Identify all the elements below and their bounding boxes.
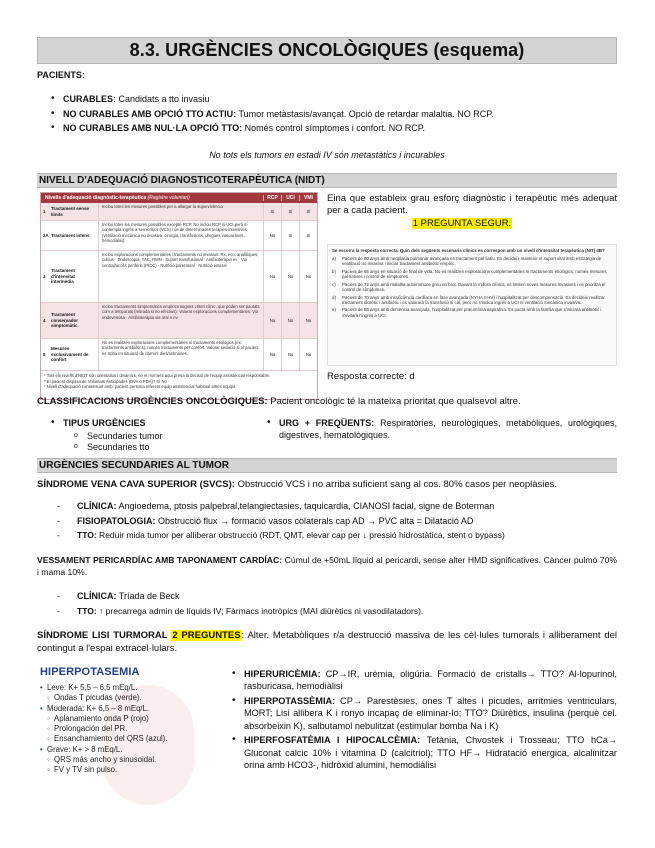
list-item: - FISIOPATOLOGIA: Obstrucció flux → formació vasos colaterals cap AD → PVC alta = Dilatació AD <box>37 516 617 528</box>
question-box <box>327 244 617 366</box>
svcs-list <box>37 501 617 544</box>
secundaries-heading: URGÈNCIES SECUNDARIES AL TUMOR <box>37 458 617 473</box>
table-row: 3 Tractament d'intensitat intermèdia Inclou exploracions complementàries i tractaments no invasius: Rx, eco, analítiques, cultius · Endoscòpia, TAC, RMN · Suport transfusional · Antibioteràpia ev · Via central/accés perifèric (PICC) · Nutrició parenteral · Nutrició enteral No No No <box>41 251 317 303</box>
table-row: 1 Tractament sense límits Inclou totes les mesures possibles per a allargar la supervivència Sí Sí Sí <box>41 203 317 221</box>
table-row: 4 Tractament conservador simptomàtic Inclou tractaments simptomàtics empírics segons criteri clínic, que poden ser pautats com a temporals (retirada si no efectius). Valorar exploracions complementàries: Via endovenosa · Antibioteràpia via oral o ev No No No <box>41 303 317 339</box>
list-item: • TIPUS URGÈNCIES o Secundaries tumor o Secundaries tto <box>37 418 247 454</box>
lisi-title: SÍNDROME LISI TURMORAL 2 PREGUNTES: Alter. Metabòliques r/a destrucció massiva de les cèl·lules tumorals i alliberament del contingut a l'espai extracel·lulars. <box>37 630 618 655</box>
nidt-badge: 1 PREGUNTA SEGUR. <box>412 218 512 229</box>
question-option: d) Pacient de 70 anys amb insuficiència cardíaca en fase avançada (NYHA III-IV) i hospitalitzat per descompensació. Es decideix realitzar tractament diürètic i antibiòtic i es valorarà la transfusió si cal, però no s'indica ingrés a UCI ni ventilació mecànica invasiva. <box>332 294 605 306</box>
tipus-urgencies <box>37 418 247 457</box>
nidt-table-header: Nivells d'adequació diagnòstic-terapèutica (Registre voluntari) RCP UCI VMI <box>41 193 317 203</box>
nidt-table <box>40 192 318 400</box>
list-item: - TTO: ↑ precarrega admin de líquids IV; Fàrmacs inotròpics (MAI diürètics ni vasodilatadors). <box>37 606 617 617</box>
page-title: 8.3. URGÈNCIES ONCOLÒGIQUES (esquema) <box>129 39 525 60</box>
question-stem: Se escorra la resposta correcta. Quin dels següents escenaris clínics es correspon amb un nivell d'intensitat terapèutica (NIT) 4B? <box>332 248 605 253</box>
lisi-right-list <box>218 668 617 774</box>
question-option: a) Pacient de 60 anys amb neoplàsia pulmonar avançada en tractament pal·liatiu. Es decideix mantenir el suport vital amb estratègia de ventilació no invasiva i iniciar tractament antibiòtic empíric. <box>332 255 602 267</box>
nidt-answer: Resposta correcte: d <box>327 371 415 382</box>
lisi-badge: 2 PREGUNTES <box>172 630 241 641</box>
pericardi-title: VESSAMENT PERICARDÍAC AMB TAPONAMENT CARDÍAC: Cúmul de +50mL líquid al pericardi, sense alter HMD significatives. Càncer pulmó 70% i mama 10%. <box>37 555 618 578</box>
question-option: b) Pacient de 65 anys en situació de final de vida. No es realitzen exploracions complementàries ni tractaments etiològics, només mesures pal·liatives i control de símptomes. <box>332 268 607 280</box>
list-item: • NO CURABLES AMB NUL·LA OPCIÓ TTO: Només control símptomes i confort. NO RCP. <box>37 123 617 135</box>
nidt-heading: NIVELL D'ADEQUACIÓ DIAGNOSTICOTERAPÈUTICA (NIDT) <box>37 173 617 188</box>
title-bar <box>37 37 617 64</box>
list-item: • NO CURABLES AMB OPCIÓ TTO ACTIU: Tumor metàstasis/avançat. Opció de retardar malaltia. NO RCP. <box>37 109 617 121</box>
hiperpotasemia-image: HIPERPOTASEMIA • Leve: K+ 5,5 – 6,5 mEq/L. ◦ Ondas T picudas (verde). • Moderada: K+ 6,5 – 8 mEq/L. ◦ Aplanamiento onda P (rojo) ◦ Prolongación del PR. ◦ Ensanchamiento del QRS (azul). • Grave: K+ > 8 mEq/L. ◦ QRS más ancho y sinusoidal. ◦ FV y TV sin pulso. <box>40 665 218 823</box>
pacients-list <box>37 94 617 138</box>
table-row: 5 Mesures exclusivament de confort No es realitzen exploracions complementàries ni tractaments etiològics (ex: tractaments antibiòtics), només tractaments per confort. Valorar sedació si el pacient es troba en situació de darrers dies/setmanes. No No No <box>41 339 317 371</box>
list-item: • HIPERPOTASSÈMIA: CP→ Parestèsies, ones T altes i picudes, arritmies ventriculars, MORT; Lisi allibera K i ronyo incapaç de eliminar-lo; TTO? Diürètics, insulina (perquè cel. absorbeixin K), salbutamol nebulitzat (estimular bomba Na i K) <box>218 695 617 732</box>
list-item: • HIPERFOSFATÈMIA I HIPOCALCÈMIA: Tetània, Chvostek i Trosseau; TTO hCa→ Gluconat calcic 10% i vitamina D (calcitriol); TTO HF→ Hidratació energica, alcalinitzar orina amb HCO3-, hidròxid alumini, hemodiàlisi <box>218 734 617 771</box>
list-item: • HIPERURICÈMIA: CP→IR, urèmia, oligúria. Formació de cristalls→ TTO? Al·lopurinol, rasburicasa, hemodiàlisi <box>218 668 617 693</box>
question-option: c) Pacient de 72 anys amb malaltia autoimmune greu en brot. Davant la millora clínica, es limiten noves mesures invasives i es prioritza el control de símptomes. <box>332 281 606 293</box>
svcs-title: SÍNDROME VENA CAVA SUPERIOR (SVCS): Obstrucció VCS i no arriba suficient sang al cos. 80% casos per neoplàsies. <box>37 479 558 490</box>
table-row: 2A Tractament intens Inclou totes les mesures possibles excepte RCP. No inclou RCP ni UCI però sí contempla ingrés a semicrítics (VCS) i ús de determinades teràpies intensives (ventilació mecànica no invasiva, cirurgia, transfusions, drogues vasoactives, hemodiàlisi). No Sí Sí <box>41 221 317 251</box>
pericardi-list <box>37 591 617 619</box>
list-item: - TTO: Reduir mida tumor per alliberar obstrucció (RDT, QMT, elevar cap per ↓ pressió hidrostàtica, stent o bypass) <box>37 530 617 541</box>
classificacions: CLASSIFICACIONS URGÈNCIES ONCOLÒGIQUES: Pacient oncològic té la mateixa prioritat que qualsevol altre. <box>37 396 521 407</box>
pacients-note: No tots els tumors en estadi IV són metastàtics i incurables <box>209 150 445 160</box>
list-item: - CLÍNICA: Tríada de Beck <box>37 591 617 603</box>
pacients-heading: PACIENTS: <box>37 70 85 80</box>
hiperpotasemia-title: HIPERPOTASEMIA <box>40 666 140 678</box>
nidt-table-footer: * Tots els nivells d'NIDT són orientatius i dinàmics, en el moment aquí presa la decisió de l'equip assistencial responsable. * El pacient disposa de Voluntats Anticipades (DVA o PDA)? Sí No * Nivell d'adequació consensuat amb: pacient persona referent equip assistencial habitual altres equips <box>44 373 271 390</box>
question-option: e) Pacient de 85 anys amb demència avançada, hospitalitzat per pneumònia aspirativa. Es pacta amb la família que s'iniciarà antibiòtic i s'evitarà l'ingrés a UCI. <box>332 307 602 319</box>
list-item: • CURABLES: Candidats a tto invasiu <box>37 94 617 106</box>
list-item: • URG + FREQÜENTS: Respiratòries, neurològiques, metabòliques, urològiques, digestives, hematològiques. <box>253 418 617 441</box>
nidt-description: Eina que estableix grau esforç diagnòstic i terapèutic més adequat per a cada pacient. <box>327 193 617 217</box>
urg-frequents <box>253 418 617 444</box>
list-item: - CLÍNICA: Angioedema, ptosis palpebral,telangiectasies, taquicardia, CIANOSI facial, signe de Boterman <box>37 501 617 513</box>
